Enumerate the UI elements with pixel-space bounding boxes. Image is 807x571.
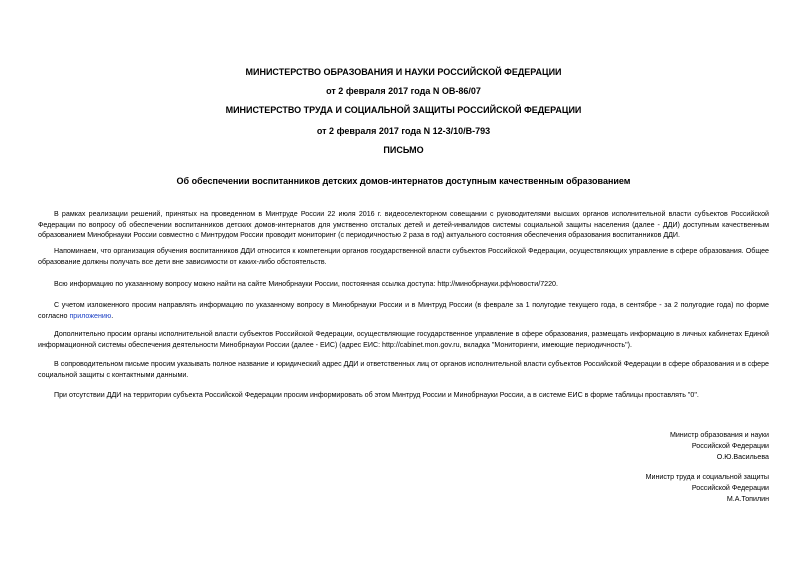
appendix-link[interactable]: приложению xyxy=(69,311,112,320)
signature-country: Российской Федерации xyxy=(691,442,769,450)
paragraph-reporting-end: . xyxy=(111,311,114,320)
signature-title: Министр образования и науки xyxy=(669,431,769,439)
signature-block-education xyxy=(549,430,769,463)
paragraph-monitoring: В рамках реализации решений, принятых на проведенном в Минтруде России 22 июля 2016 г. видеоселекторном совещании с руководителями высших органов исполнительной власти субъектов Российской Федерации по вопросу об обеспечении воспитанников детских домов-интернатов для умственно отсталых детей и детей-инвалидов системы социальной защиты населения (далее - ДДИ) доступным качественным образованием Минобрнауки России совместно с Минтрудом России проводит мониторинг (с периодичностью 2 раза в год) актуального состояния обеспечения образования воспитанников ДДИ. xyxy=(38,210,769,240)
ministry-education-heading: МИНИСТЕРСТВО ОБРАЗОВАНИЯ И НАУКИ РОССИЙСКОЙ ФЕДЕРАЦИИ xyxy=(245,67,562,77)
letter-date-labor: от 2 февраля 2017 года N 12-3/10/В-793 xyxy=(316,126,491,136)
paragraph-reporting-text: С учетом изложенного просим направлять информацию по указанному вопросу в Минобрнауки России и в Минтруд России (в феврале за 1 полугодие текущего года, в сентябре - за 2 полугодие года) по форме согласно xyxy=(38,301,769,320)
paragraph-absence: При отсутствии ДДИ на территории субъекта Российской Федерации просим информировать об этом Минтруд России и Минобрнауки России, а в системе ЕИС в форме таблицы проставлять "0". xyxy=(54,391,699,399)
paragraph-eis: Дополнительно просим органы исполнительной власти субъектов Российской Федерации, осуществляющие государственное управление в сфере образования, размещать информацию в личных кабинетах Единой информационной системы обеспечения деятельности Минобрнауки России (далее - ЕИС) (адрес ЕИС: http://cabinet.mon.gov.ru, вкладка "Мониторинги, имеющие периодичность"). xyxy=(38,330,769,349)
paragraph-website-link: Всю информацию по указанному вопросу можно найти на сайте Минобрнауки России, постоянная ссылка доступа: http://минобрнауки.рф/новости/7220. xyxy=(54,280,558,288)
paragraph-reporting xyxy=(38,300,769,321)
signature-block-labor xyxy=(549,472,769,505)
ministry-labor-heading: МИНИСТЕРСТВО ТРУДА И СОЦИАЛЬНОЙ ЗАЩИТЫ РОССИЙСКОЙ ФЕДЕРАЦИИ xyxy=(225,105,582,115)
letter-date-education: от 2 февраля 2017 года N ОВ-86/07 xyxy=(326,86,481,96)
paragraph-competence: Напоминаем, что организация обучения воспитанников ДДИ относится к компетенции органов государственной власти субъектов Российской Федерации, осуществляющих управление в сфере образования. Общее образование должны получать все дети вне зависимости от каких-либо обстоятельств. xyxy=(38,247,769,266)
document-type-heading: ПИСЬМО xyxy=(383,145,424,155)
signature-name: М.А.Топилин xyxy=(726,495,769,503)
paragraph-cover-letter: В сопроводительном письме просим указывать полное название и юридический адрес ДДИ и ответственных лиц от органов исполнительной власти субъектов Российской Федерации в сфере образования и в сфере социальной защиты с контактными данными. xyxy=(38,360,769,379)
letter-subject-heading: Об обеспечении воспитанников детских домов-интернатов доступным качественным образованием xyxy=(176,176,631,186)
signature-name: О.Ю.Васильева xyxy=(716,453,769,461)
signature-country: Российской Федерации xyxy=(691,484,769,492)
signature-title: Министр труда и социальной защиты xyxy=(645,473,769,481)
